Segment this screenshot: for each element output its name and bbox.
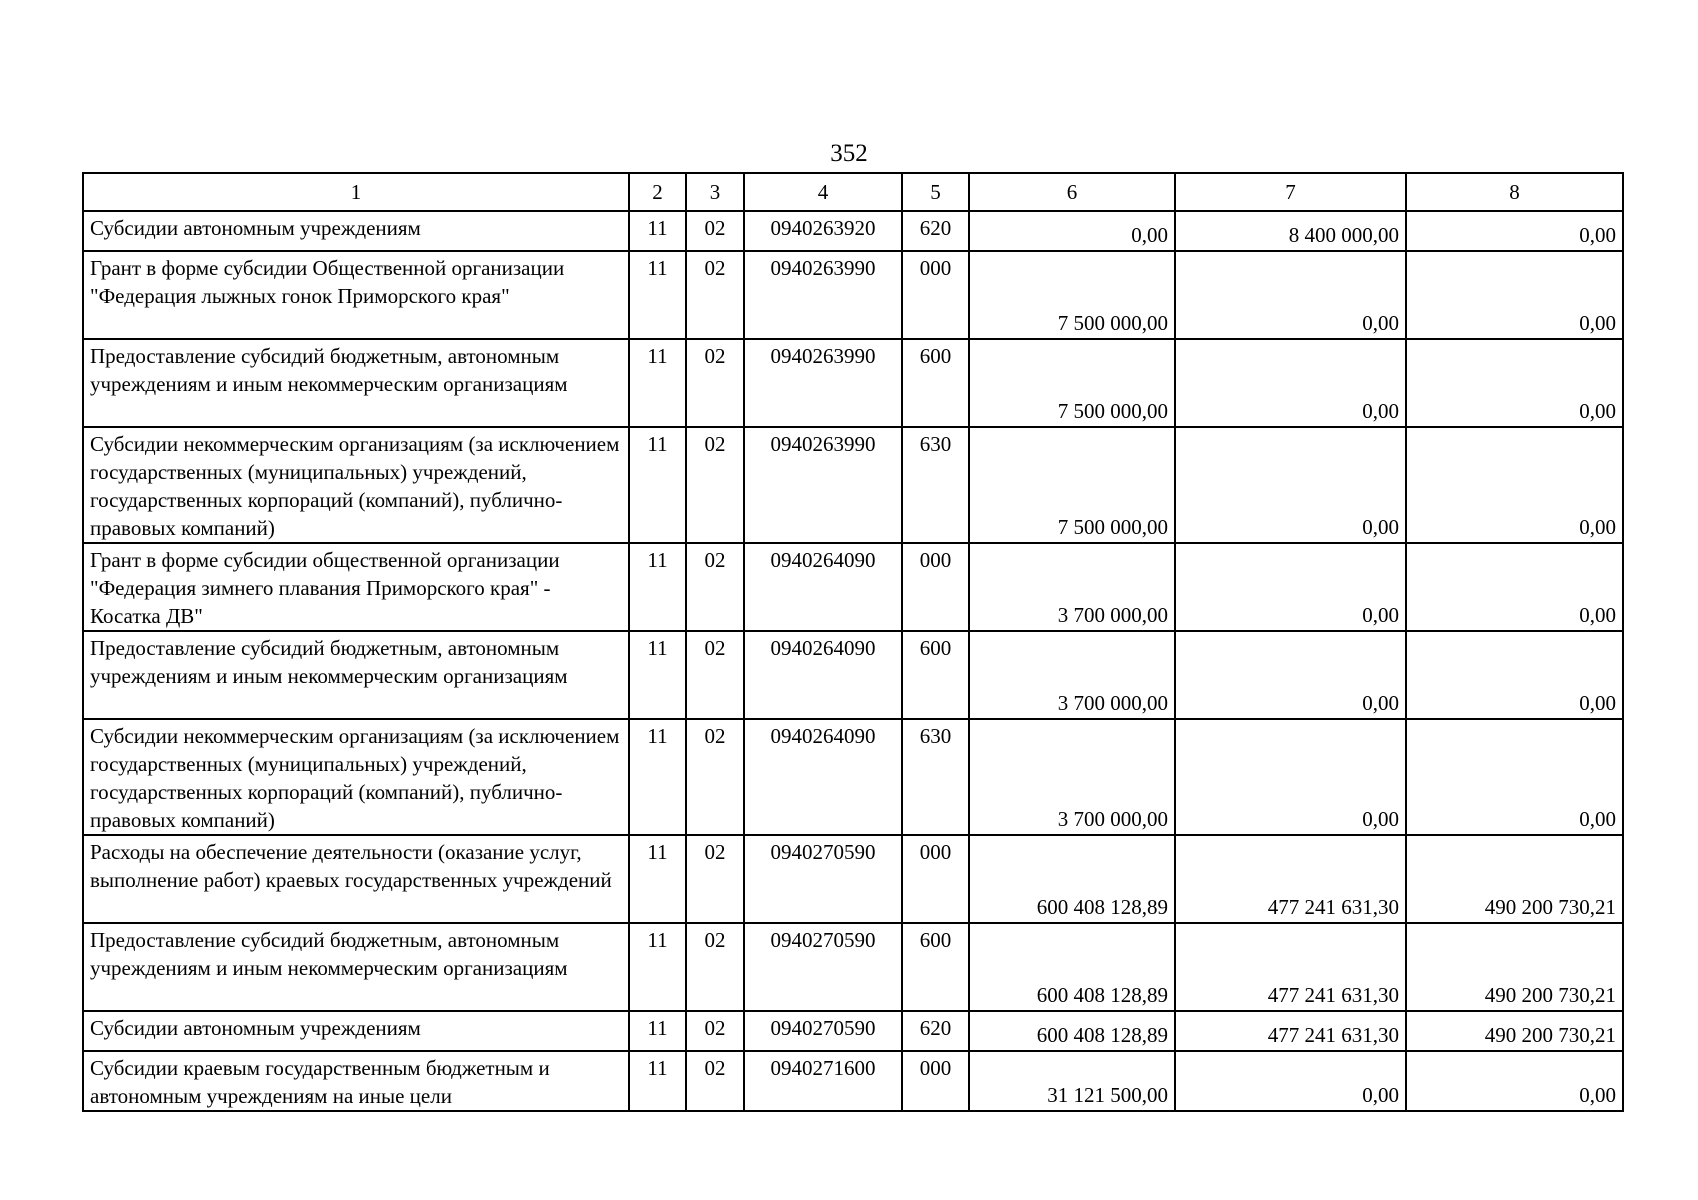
amount-col6: 600 408 128,89 [969, 835, 1175, 923]
amount-col8: 0,00 [1406, 339, 1623, 427]
amount-col8: 490 200 730,21 [1406, 923, 1623, 1011]
expense-type-code: 600 [902, 339, 969, 427]
section-code: 11 [629, 427, 686, 543]
subsection-code: 02 [686, 923, 744, 1011]
section-code: 11 [629, 1051, 686, 1111]
table-row [83, 211, 1623, 251]
amount-col7: 477 241 631,30 [1175, 835, 1406, 923]
expense-type-code: 620 [902, 211, 969, 251]
expense-type-code: 600 [902, 923, 969, 1011]
subsection-code: 02 [686, 543, 744, 631]
budget-table [82, 172, 1624, 1112]
target-code: 0940263990 [744, 339, 902, 427]
item-name: Предоставление субсидий бюджетным, автономным учреждениям и иным некоммерческим организациям [83, 631, 629, 719]
header-cell: 8 [1406, 173, 1623, 211]
amount-col8: 0,00 [1406, 427, 1623, 543]
section-code: 11 [629, 339, 686, 427]
section-code: 11 [629, 719, 686, 835]
target-code: 0940270590 [744, 923, 902, 1011]
amount-col6: 600 408 128,89 [969, 923, 1175, 1011]
target-code: 0940271600 [744, 1051, 902, 1111]
amount-col7: 0,00 [1175, 631, 1406, 719]
amount-col7: 0,00 [1175, 543, 1406, 631]
target-code: 0940263990 [744, 251, 902, 339]
header-cell: 5 [902, 173, 969, 211]
section-code: 11 [629, 543, 686, 631]
header-cell: 7 [1175, 173, 1406, 211]
amount-col8: 490 200 730,21 [1406, 835, 1623, 923]
amount-col6: 31 121 500,00 [969, 1051, 1175, 1111]
subsection-code: 02 [686, 719, 744, 835]
expense-type-code: 000 [902, 251, 969, 339]
subsection-code: 02 [686, 1051, 744, 1111]
table-row [83, 251, 1623, 339]
amount-col6: 7 500 000,00 [969, 339, 1175, 427]
header-cell: 4 [744, 173, 902, 211]
table-row [83, 923, 1623, 1011]
header-row [83, 173, 1623, 211]
table-row [83, 1011, 1623, 1051]
expense-type-code: 000 [902, 835, 969, 923]
target-code: 0940264090 [744, 719, 902, 835]
expense-type-code: 630 [902, 427, 969, 543]
header-cell: 2 [629, 173, 686, 211]
amount-col6: 0,00 [969, 211, 1175, 251]
header-cell: 6 [969, 173, 1175, 211]
amount-col8: 0,00 [1406, 251, 1623, 339]
expense-type-code: 620 [902, 1011, 969, 1051]
table-row [83, 631, 1623, 719]
subsection-code: 02 [686, 251, 744, 339]
target-code: 0940270590 [744, 835, 902, 923]
amount-col8: 0,00 [1406, 543, 1623, 631]
amount-col7: 0,00 [1175, 251, 1406, 339]
item-name: Расходы на обеспечение деятельности (оказание услуг, выполнение работ) краевых государственных учреждений [83, 835, 629, 923]
item-name: Субсидии автономным учреждениям [83, 1011, 629, 1051]
subsection-code: 02 [686, 631, 744, 719]
section-code: 11 [629, 1011, 686, 1051]
target-code: 0940264090 [744, 543, 902, 631]
subsection-code: 02 [686, 427, 744, 543]
target-code: 0940263990 [744, 427, 902, 543]
table-row [83, 719, 1623, 835]
amount-col7: 477 241 631,30 [1175, 923, 1406, 1011]
amount-col7: 477 241 631,30 [1175, 1011, 1406, 1051]
amount-col7: 0,00 [1175, 719, 1406, 835]
amount-col7: 0,00 [1175, 339, 1406, 427]
expense-type-code: 000 [902, 543, 969, 631]
amount-col7: 8 400 000,00 [1175, 211, 1406, 251]
target-code: 0940263920 [744, 211, 902, 251]
subsection-code: 02 [686, 211, 744, 251]
item-name: Предоставление субсидий бюджетным, автономным учреждениям и иным некоммерческим организациям [83, 923, 629, 1011]
table-row [83, 543, 1623, 631]
table-row [83, 835, 1623, 923]
subsection-code: 02 [686, 1011, 744, 1051]
table-row [83, 427, 1623, 543]
section-code: 11 [629, 211, 686, 251]
target-code: 0940264090 [744, 631, 902, 719]
table-row [83, 1051, 1623, 1111]
amount-col6: 600 408 128,89 [969, 1011, 1175, 1051]
expense-type-code: 000 [902, 1051, 969, 1111]
page-number: 352 [830, 140, 868, 167]
amount-col8: 490 200 730,21 [1406, 1011, 1623, 1051]
amount-col8: 0,00 [1406, 719, 1623, 835]
item-name: Субсидии краевым государственным бюджетным и автономным учреждениям на иные цели [83, 1051, 629, 1111]
item-name: Грант в форме субсидии общественной организации "Федерация зимнего плавания Приморского края" - Косатка ДВ" [83, 543, 629, 631]
amount-col6: 3 700 000,00 [969, 543, 1175, 631]
amount-col7: 0,00 [1175, 1051, 1406, 1111]
section-code: 11 [629, 631, 686, 719]
header-cell: 1 [83, 173, 629, 211]
item-name: Субсидии некоммерческим организациям (за исключением государственных (муниципальных) учреждений, государственных корпораций (компаний), публично-правовых компаний) [83, 427, 629, 543]
subsection-code: 02 [686, 339, 744, 427]
amount-col8: 0,00 [1406, 1051, 1623, 1111]
target-code: 0940270590 [744, 1011, 902, 1051]
expense-type-code: 630 [902, 719, 969, 835]
amount-col8: 0,00 [1406, 631, 1623, 719]
item-name: Грант в форме субсидии Общественной организации "Федерация лыжных гонок Приморского края" [83, 251, 629, 339]
item-name: Субсидии автономным учреждениям [83, 211, 629, 251]
amount-col6: 7 500 000,00 [969, 251, 1175, 339]
expense-type-code: 600 [902, 631, 969, 719]
section-code: 11 [629, 835, 686, 923]
section-code: 11 [629, 923, 686, 1011]
amount-col8: 0,00 [1406, 211, 1623, 251]
header-cell: 3 [686, 173, 744, 211]
table-row [83, 339, 1623, 427]
amount-col6: 3 700 000,00 [969, 631, 1175, 719]
subsection-code: 02 [686, 835, 744, 923]
amount-col6: 3 700 000,00 [969, 719, 1175, 835]
amount-col7: 0,00 [1175, 427, 1406, 543]
section-code: 11 [629, 251, 686, 339]
item-name: Предоставление субсидий бюджетным, автономным учреждениям и иным некоммерческим организациям [83, 339, 629, 427]
amount-col6: 7 500 000,00 [969, 427, 1175, 543]
item-name: Субсидии некоммерческим организациям (за исключением государственных (муниципальных) учреждений, государственных корпораций (компаний), публично-правовых компаний) [83, 719, 629, 835]
